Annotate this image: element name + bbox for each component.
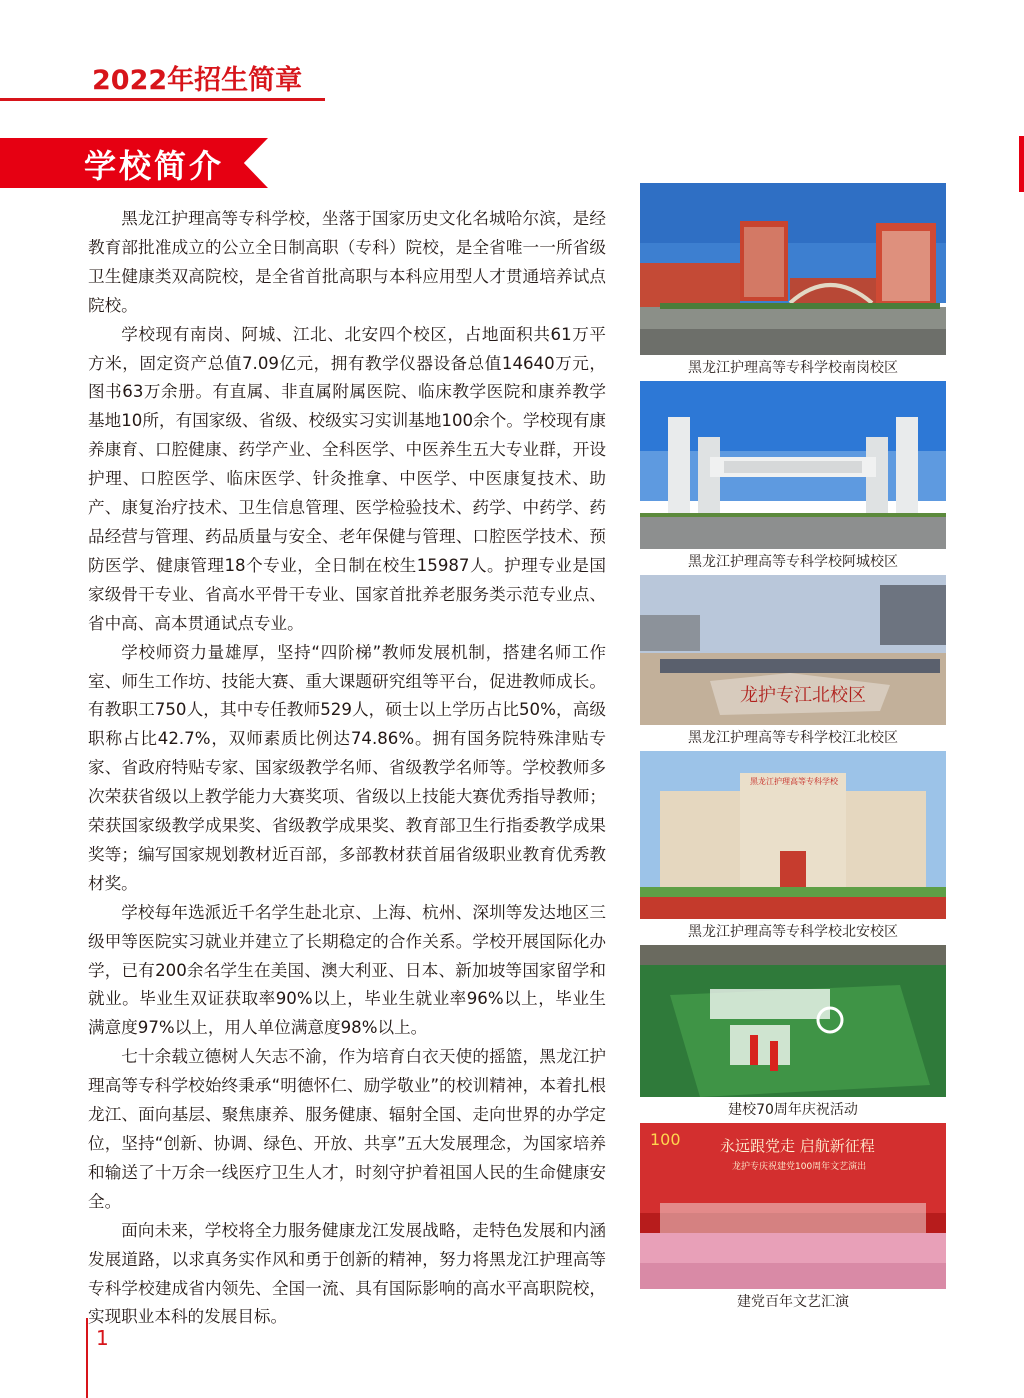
photo-caption: 建党百年文艺汇演 xyxy=(737,1294,849,1310)
paragraph: 面向未来，学校将全力服务健康龙江发展战略，走特色发展和内涵发展道路，以求真务实作风和勇于创新的精神，努力将黑龙江护理高等专科学校建成省内领先、全国一流、具有国际影响的高水平高职院校，实现职业本科的发展目标。 xyxy=(88,1220,606,1327)
stage-banner-text: 永远跟党走 启航新征程 xyxy=(720,1137,875,1155)
paragraph: 学校现有南岗、阿城、江北、北安四个校区，占地面积共61万平方米，固定资产总值7.09亿元，拥有教学仪器设备总值14640万元，图书63万余册。有直属、非直属附属医院、临床教学医院和康养教学基地10所，有国家级、省级、校级实习实训基地100余个。学校现有康养康育、口腔健康、药学产业、全科医学、中医养生五大专业群，开设护理、口腔医学、临床医学、针灸推拿、中医学、中医康复技术、助产、康复治疗技术、卫生信息管理、医学检验技术、药学、中药学、药品经营与管理、药品质量与安全、老年保健与管理、口腔医学技术、预防医学、健康管理18个专业，全日制在校生15987人。护理专业是国家级骨干专业、省高水平骨干专业、国家首批养老服务类示范专业点、省中高、高本贯通试点专业。 xyxy=(88,324,606,633)
photo-nangang-campus xyxy=(640,183,946,355)
stage-subtitle-text: 龙护专庆祝建党100周年文艺演出 xyxy=(732,1162,867,1172)
paragraph: 学校每年选派近千名学生赴北京、上海、杭州、深圳等发达地区三级甲等医院实习就业并建立了长期稳定的合作关系。学校开展国际化办学，已有200余名学生在美国、澳大利亚、日本、新加坡等国家留学和就业。毕业生双证获取率90%以上，毕业生就业率96%以上，毕业生满意度97%以上，用人单位满意度98%以上。 xyxy=(88,902,606,1038)
photo-beian-campus xyxy=(640,751,946,919)
page-number-rule xyxy=(86,1318,88,1398)
building-sign-text: 黑龙江护理高等专科学校 xyxy=(750,777,838,786)
photo-jiangbei-campus xyxy=(640,575,946,725)
photo-caption: 建校70周年庆祝活动 xyxy=(728,1102,858,1118)
paragraph: 黑龙江护理高等专科学校，坐落于国家历史文化名城哈尔滨，是经教育部批准成立的公立全日制高职（专科）院校，是全省唯一一所省级卫生健康类双高院校，是全省首批高职与本科应用型人才贯通培养试点院校。 xyxy=(88,209,606,315)
photo-caption: 黑龙江护理高等专科学校阿城校区 xyxy=(688,554,898,570)
photo-acheng-campus xyxy=(640,381,946,549)
photo-caption: 黑龙江护理高等专科学校南岗校区 xyxy=(688,360,898,376)
edge-tab xyxy=(1019,136,1024,192)
paragraph: 学校师资力量雄厚，坚持“四阶梯”教师发展机制，搭建名师工作室、师生工作坊、技能大赛、重大课题研究组等平台，促进教师成长。有教职工750人，其中专任教师529人，硕士以上学历占比50%，高级职称占比42.7%，双师素质比例达74.86%。拥有国务院特殊津贴专家、省政府特贴专家、国家级教学名师、省级教学名师等。学校教师多次荣获省级以上教学能力大赛奖项、省级以上技能大赛优秀指导教师；荣获国家级教学成果奖、省级教学成果奖、教育部卫生行指委教学成果奖等；编写国家规划教材近百部，多部教材获首届省级职业教育优秀教材奖。 xyxy=(88,642,606,893)
paragraph: 七十余载立德树人矢志不渝，作为培育白衣天使的摇篮，黑龙江护理高等专科学校始终秉承“明德怀仁、励学敬业”的校训精神，本着扎根龙江、面向基层、聚焦康养、服务健康、辐射全国、走向世界的办学定位，坚持“创新、协调、绿色、开放、共享”五大发展理念，为国家培养和输送了十万余一线医疗卫生人才，时刻守护着祖国人民的生命健康安全。 xyxy=(88,1047,606,1211)
photo-70th-anniversary xyxy=(640,945,946,1097)
campus-sign-text: 龙护专江北校区 xyxy=(740,685,866,706)
title-underline xyxy=(0,98,325,101)
photo-column xyxy=(640,183,946,1315)
page-number: 1 xyxy=(96,1326,109,1350)
photo-caption: 黑龙江护理高等专科学校北安校区 xyxy=(688,924,898,940)
badge-100-text: 100 xyxy=(650,1130,681,1149)
photo-centenary-performance xyxy=(640,1123,946,1289)
photo-caption: 黑龙江护理高等专科学校江北校区 xyxy=(688,730,898,746)
introduction-text xyxy=(88,205,606,1332)
section-title: 学校简介 xyxy=(84,147,225,185)
document-title: 2022年招生简章 xyxy=(92,65,303,96)
